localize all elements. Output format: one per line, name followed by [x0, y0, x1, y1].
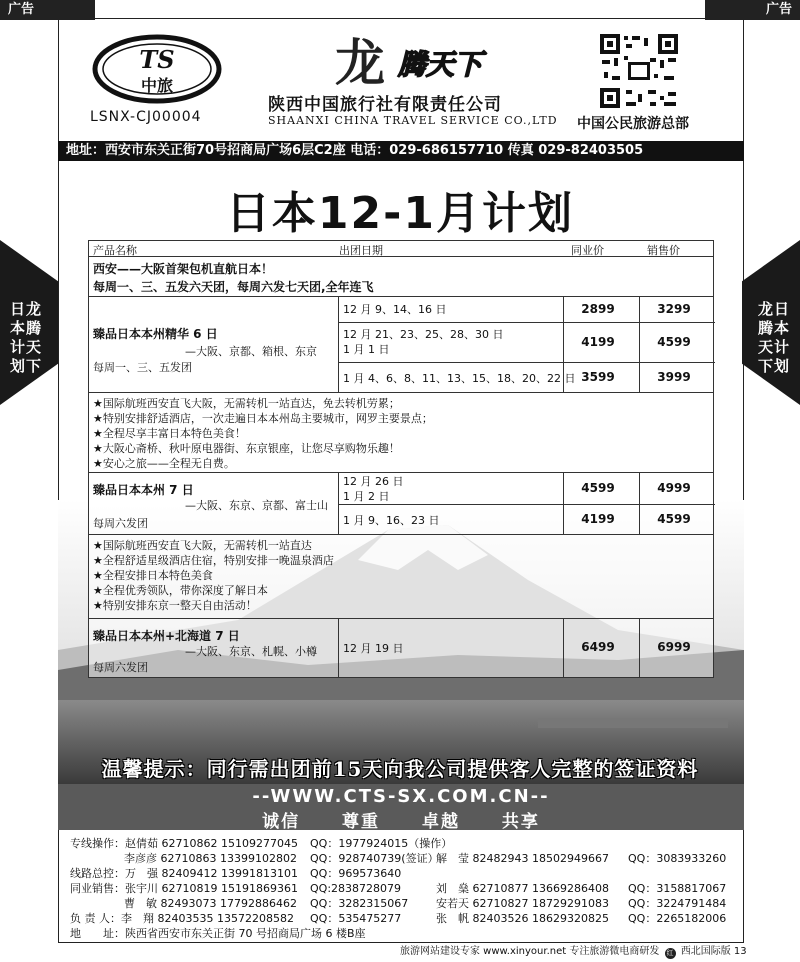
product-name: 臻品日本本州精华 6 日 [93, 327, 218, 341]
trade-price: 4199 [581, 512, 615, 526]
trade-price: 2899 [581, 302, 615, 316]
departure-date: 12 月 19 日 [343, 642, 404, 655]
brand-calligraphy: 腾天下 [397, 48, 483, 81]
highlights-row [89, 393, 713, 473]
product-name: 臻品日本本州 7 日 [93, 483, 194, 497]
itinerary-table [88, 240, 714, 678]
product-row [89, 473, 713, 535]
departure-date: 12 月 21、23、25、28、30 日 [343, 328, 504, 341]
license-number: LSNX-CJ00004 [90, 109, 202, 125]
company-name-en: SHAANXI CHINA TRAVEL SERVICE CO.,LTD [268, 114, 558, 127]
contact-row [70, 896, 740, 911]
header-date: 出团日期 [339, 244, 383, 257]
highlight-item: ★国际航班西安直飞大阪，无需转机一站直达 [93, 539, 312, 552]
highlights-row [89, 535, 713, 619]
product-frequency: 每周一、三、五发团 [93, 361, 192, 374]
date-block [339, 619, 715, 677]
contact-qq: QQ：1977924015（操作） [310, 837, 453, 850]
product-route: —大阪、京都、箱根、东京 [185, 345, 317, 358]
qr-code-icon [598, 32, 680, 110]
ad-tag-right: 广告 [705, 0, 800, 20]
departure-date: 1 月 9、16、23 日 [343, 514, 440, 527]
product-cell [89, 473, 339, 534]
contact-person: 解 莹 82482943 18502949667 [436, 852, 609, 865]
sale-price: 6999 [657, 640, 691, 654]
website-url[interactable]: --WWW.CTS-SX.COM.CN-- [252, 786, 550, 807]
contact-qq: QQ：2265182006 [628, 912, 727, 925]
side-text-left [2, 300, 50, 376]
company-tagline: 中国公民旅游总部 [577, 116, 689, 132]
contact-qq: QQ：3224791484 [628, 897, 727, 910]
side-text-line: 下划 [757, 357, 790, 375]
date-row [339, 473, 715, 505]
intro-row [89, 257, 713, 297]
product-cell [89, 297, 339, 392]
header-trade-price: 同业价 [571, 244, 604, 257]
footer-credit: 旅游网站建设专家 www.xinyour.net 专注旅游微电商研发 [400, 946, 660, 957]
page-footer [400, 945, 745, 959]
cts-logo-icon [92, 34, 222, 104]
trade-price: 4599 [581, 481, 615, 495]
contact-person: 同业销售：张宇川 62710819 15191869361 [70, 882, 298, 895]
intro-line: 西安——大阪首架包机直航日本！ [93, 262, 274, 276]
contact-row [70, 926, 740, 941]
footer-page-number: 西北国际版 13 [680, 946, 747, 957]
highlight-item: ★全程尽享丰富日本特色美食！ [93, 427, 246, 440]
side-text-line: 龙日 [757, 300, 790, 318]
side-text-line: 本腾 [9, 319, 42, 337]
date-row [339, 363, 715, 393]
contact-address: 地 址：陕西省西安市东关正街 70 号招商局广场 6 楼B座 [70, 927, 366, 940]
company-slogan: 诚信 尊重 卓越 共享 [262, 812, 540, 832]
trade-price: 3599 [581, 370, 615, 384]
product-row [89, 619, 713, 677]
contact-qq: QQ：3158817067 [628, 882, 727, 895]
side-text-line: 划下 [9, 357, 42, 375]
edition-badge-icon: 红 [666, 949, 674, 957]
highlight-item: ★全程舒适星级酒店住宿，特别安排一晚温泉酒店 [93, 554, 334, 567]
sale-price: 4999 [657, 481, 691, 495]
sale-price: 4599 [657, 512, 691, 526]
contact-person: 刘 燊 62710877 13669286408 [436, 882, 609, 895]
contact-row [70, 881, 740, 896]
highlight-item: ★全程优秀领队，带你深度了解日本 [93, 584, 268, 597]
departure-date: 1 月 2 日 [343, 490, 390, 503]
side-text-line: 计天 [9, 338, 42, 356]
contact-qq: QQ：535475277 [310, 912, 402, 925]
departure-date: 1 月 1 日 [343, 343, 390, 356]
highlight-item: ★全程安排日本特色美食 [93, 569, 213, 582]
departure-date: 12 月 26 日 [343, 475, 404, 488]
date-row [339, 505, 715, 535]
contact-qq: QQ：3282315067 [310, 897, 409, 910]
date-block [339, 473, 715, 534]
contact-person: 专线操作：赵倩茹 62710862 15109277045 [70, 837, 298, 850]
date-row [339, 323, 715, 363]
website-bar [58, 784, 744, 830]
contact-qq: QQ:2838728079 [310, 882, 402, 895]
highlight-item: ★大阪心斋桥、秋叶原电器街、东京银座，让您尽享购物乐趣！ [93, 442, 400, 455]
contact-qq: QQ：3083933260 [628, 852, 727, 865]
side-text-line: 日龙 [9, 300, 42, 318]
address-bar: 地址：西安市东关正街70号招商局广场6层C2座 电话：029-686157710 传真 029-82403505 [58, 141, 744, 161]
product-name: 臻品日本本州+北海道 7 日 [93, 629, 240, 643]
highlight-item: ★特别安排舒适酒店，一次走遍日本本州岛主要城市，网罗主要景点； [93, 412, 433, 425]
contact-person: 线路总控：万 强 82409412 13991813101 [70, 867, 298, 880]
contact-row [70, 851, 740, 866]
contact-list [70, 836, 740, 941]
visa-tip: 温馨提示：同行需出团前15天向我公司提供客人完整的签证资料 [101, 757, 699, 781]
company-name-cn: 陕西中国旅行社有限责任公司 [268, 95, 502, 115]
departure-date: 12 月 9、14、16 日 [343, 303, 447, 316]
product-route: —大阪、东京、札幌、小樽 [185, 645, 317, 658]
date-row [339, 297, 715, 323]
page-title: 日本12-1月计划 [225, 188, 575, 239]
contact-qq: QQ：969573640 [310, 867, 402, 880]
sale-price: 3999 [657, 370, 691, 384]
product-cell [89, 619, 339, 677]
ad-tag-left: 广告 [0, 0, 95, 20]
side-text-right [750, 300, 798, 376]
sale-price: 3299 [657, 302, 691, 316]
product-route: —大阪、东京、京都、富士山 [185, 499, 328, 512]
highlight-item: ★国际航班西安直飞大阪，无需转机一站直达，免去转机劳累； [93, 397, 400, 410]
header-sale-price: 销售价 [647, 244, 680, 257]
contact-person: 李彦彦 62710863 13399102802 [124, 852, 297, 865]
sale-price: 4599 [657, 335, 691, 349]
highlight-item: ★特别安排东京一整天自由活动！ [93, 599, 257, 612]
departure-date: 1 月 4、6、8、11、13、15、18、20、22 日 [343, 372, 576, 385]
highlight-item: ★安心之旅——全程无自费。 [93, 457, 235, 470]
contact-row [70, 911, 740, 926]
contact-person: 张 帆 82403526 18629320825 [436, 912, 609, 925]
contact-row [70, 866, 740, 881]
product-frequency: 每周六发团 [93, 661, 148, 674]
trade-price: 6499 [581, 640, 615, 654]
date-block [339, 297, 715, 392]
logo-mark: TS [139, 45, 175, 74]
contact-row [70, 836, 740, 851]
table-header [89, 241, 713, 257]
product-row [89, 297, 713, 393]
side-text-line: 腾本 [757, 319, 790, 337]
contact-person: 曹 敏 82493073 17792886462 [124, 897, 297, 910]
contact-person: 安若天 62710827 18729291083 [436, 897, 609, 910]
trade-price: 4199 [581, 335, 615, 349]
side-text-line: 天计 [757, 338, 790, 356]
intro-line: 每周一、三、五发六天团，每周六发七天团,全年连飞 [93, 280, 374, 294]
product-frequency: 每周六发团 [93, 517, 148, 530]
contact-qq: QQ：928740739(签证） [310, 852, 439, 865]
brand-logo-glyph: 龙 [335, 33, 385, 88]
header-product: 产品名称 [93, 244, 137, 257]
contact-person: 负 责 人：李 翔 82403535 13572208582 [70, 912, 294, 925]
dragon-calligraphy-icon [320, 30, 510, 88]
date-row [339, 619, 715, 677]
logo-text: 中旅 [140, 76, 174, 95]
